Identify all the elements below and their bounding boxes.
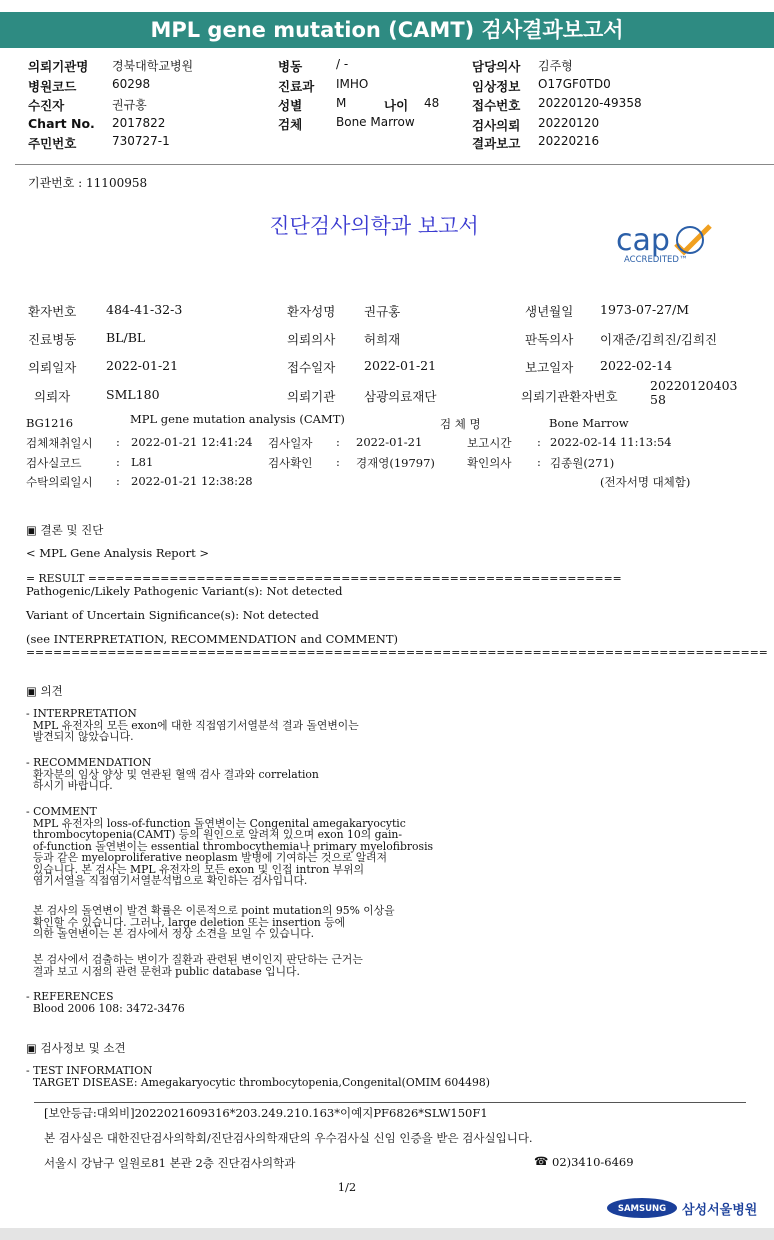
separator: : [116,455,120,469]
vus-result: Variant of Uncertain Significance(s): Not detected [26,608,319,622]
patient-value: BL/BL [106,330,146,345]
patient-label: 의뢰기관 [287,389,336,404]
patient-label: 환자번호 [28,304,77,319]
specimen-value: Bone Marrow [549,416,629,430]
pathogenic-result: Pathogenic/Likely Pathogenic Variant(s): Not detected [26,584,343,598]
header-label: Chart No. [28,116,95,131]
header-label: 진료과 [278,79,315,94]
lab-code-value: L81 [131,455,154,469]
header-label: 의뢰기관명 [28,59,89,74]
header-label: 성별 [278,98,303,113]
header-label: 담당의사 [472,59,521,74]
patient-value: 2022-01-21 [106,358,179,373]
page-number: 1/2 [337,1180,357,1194]
cap-logo-text: cap [616,223,670,258]
hospital-name: 삼성서울병원 [682,1203,758,1218]
recommendation: - RECOMMENDATION 환자분의 임상 양상 및 연관된 혈액 검사 결과와 correlation 하시기 바랍니다. [26,756,319,792]
header-value: 경북대학교병원 [112,59,194,73]
opinion-heading: ▣ 의견 [26,684,63,698]
test-code: BG1216 [26,416,74,430]
patient-label: 의뢰일자 [28,360,77,375]
patient-value: 1973-07-27/M [600,302,690,317]
patient-label: 의뢰의사 [287,332,336,347]
header-label: 주민번호 [28,136,77,151]
header-label: 검체 [278,117,303,132]
page-bottom-band [0,1228,774,1240]
report-time-value: 2022-02-14 11:13:54 [550,435,672,449]
see-note: (see INTERPRETATION, RECOMMENDATION and COMMENT) [26,632,398,646]
specimen-label: 검 체 명 [440,417,481,431]
address: 서울시 강남구 일원로81 본관 2층 진단검사의학과 [44,1156,296,1170]
receive-label: 수탁의뢰일시 [26,475,93,489]
result-line: = RESULT =========================================================== [26,572,622,585]
exam-date-label: 검사일자 [268,436,313,450]
patient-label: 보고일자 [525,360,574,375]
header-value: 20220216 [538,134,600,148]
lab-code-label: 검사실코드 [26,456,82,470]
phone-number: 02)3410-6469 [552,1155,634,1169]
header-label: 병원코드 [28,79,77,94]
header-value: IMHO [336,77,369,91]
test-info-body: - TEST INFORMATION TARGET DISEASE: Amegakaryocytic thrombocytopenia,Congenital(OMIM 604498) [26,1064,490,1089]
samsung-logo-text: SAMSUNG [617,1204,667,1214]
certification-note: 본 검사실은 대한진단검사의학회/진단검사의학재단의 우수검사실 신임 인증을 받은 검사실입니다. [44,1131,533,1145]
cap-accredited-logo [614,220,726,266]
separator: : [116,435,120,449]
references: - REFERENCES Blood 2006 108: 3472-3476 [26,990,185,1015]
collect-label: 검체채취일시 [26,436,93,450]
patient-value: 삼광의료재단 [364,389,437,404]
page-title: MPL gene mutation (CAMT) 검사결과보고서 [150,18,624,42]
comment-para3: 본 검사에서 검출하는 변이가 질환과 관련된 변이인지 판단하는 근거는 결과 보고 시점의 관련 문헌과 public database 입니다. [32,953,363,978]
patient-value: 2022-02-14 [600,358,673,373]
header-label: 결과보고 [472,136,521,151]
header-value: 730727-1 [112,134,170,148]
patient-value: SML180 [106,387,160,402]
security-line: [보안등급:대외비]2022021609316*203.249.210.163*이예지PF6826*SLW150F1 [44,1106,488,1120]
report-subtitle: < MPL Gene Analysis Report > [26,546,209,560]
separator: : [116,474,120,488]
separator: : [336,435,340,449]
footer-divider [34,1102,746,1103]
test-info-heading: ▣ 검사정보 및 소견 [26,1041,126,1055]
approve-value: 김종원(271) [550,456,615,470]
header-value: / - [336,57,349,71]
interpretation: - INTERPRETATION MPL 유전자의 모든 exon에 대한 직접염기서열분석 결과 돌연변이는 발견되지 않았습니다. [26,707,359,743]
patient-value: 484-41-32-3 [106,302,183,317]
separator: : [537,455,541,469]
header-value: 60298 [112,77,151,91]
comment: - COMMENT MPL 유전자의 loss-of-function 돌연변이는 Congenital amegakaryocytic thrombocytopenia(CAMT) 등의 원인으로 알려져 있으며 exon 10의 gain- of-function 돌연변이는 essential thrombocythemia나 primary myelofibrosis 등과 같은 myeloproliferative neoplasm 발병에 기여하는 것으로 알려져 있습니다. 본 검사는 MPL 유전자의 모든 exon 및 인접 intron 부위의 염기서열을 직접염기서열분석법으로 확인하는 검사입니다. [26,805,434,887]
institution-number: 기관번호 : 11100958 [28,176,148,190]
comment-para2: 본 검사의 돌연변이 발견 확률은 이론적으로 point mutation의 95% 이상을 확인할 수 있습니다. 그러나, large deletion 또는 insertion 등에 의한 돌연변이는 본 검사에서 정상 소견을 보일 수 있습니다. [32,904,395,940]
header-label: 수진자 [28,98,65,113]
patient-label: 환자성명 [287,304,336,319]
confirm-value: 경재영(19797) [356,456,435,470]
patient-label: 접수일자 [287,360,336,375]
age-value: 48 [424,96,440,110]
patient-value: 허희재 [364,332,401,347]
patient-label: 의뢰자 [34,389,71,404]
exam-date-value: 2022-01-21 [356,435,423,449]
confirm-label: 검사확인 [268,456,313,470]
age-label: 나이 [384,98,409,113]
header-value: 권규홍 [112,98,147,112]
header-label: 임상정보 [472,79,521,94]
patient-label: 생년월일 [525,304,574,319]
header-value: 김주형 [538,59,573,73]
test-name: MPL gene mutation analysis (CAMT) [130,412,345,426]
approve-label: 확인의사 [467,456,512,470]
header-value: 20220120 [538,116,600,130]
header-value: Bone Marrow [336,115,415,129]
cap-logo-sub: ACCREDITED™ [624,255,688,265]
result-heading: ▣ 결론 및 진단 [26,523,104,537]
header-label: 병동 [278,59,303,74]
patient-label: 의뢰기관환자번호 [521,389,618,404]
patient-label: 판독의사 [525,332,574,347]
report-heading: 진단검사의학과 보고서 [269,214,479,238]
header-label: 검사의뢰 [472,118,521,133]
separator: : [537,435,541,449]
result-end-line: ================================================================================== [26,646,768,659]
header-label: 접수번호 [472,98,521,113]
header-value: O17GF0TD0 [538,77,611,91]
title-bar [0,12,774,48]
header-value: 20220120-49358 [538,96,642,110]
header-value: M [336,96,347,110]
report-time-label: 보고시간 [467,436,512,450]
patient-value: 권규홍 [364,304,401,319]
patient-value: 2022012040358 [650,378,738,407]
collect-value: 2022-01-21 12:41:24 [131,435,253,449]
receive-value: 2022-01-21 12:38:28 [131,474,253,488]
patient-value: 이재준/김희진/김희진 [600,332,718,347]
header-value: 2017822 [112,116,166,130]
separator: : [336,455,340,469]
patient-value: 2022-01-21 [364,358,437,373]
samsung-logo [606,1197,678,1219]
esign-note: (전자서명 대체함) [600,475,691,489]
phone-icon: ☎ [534,1154,549,1168]
patient-label: 진료병동 [28,332,77,347]
